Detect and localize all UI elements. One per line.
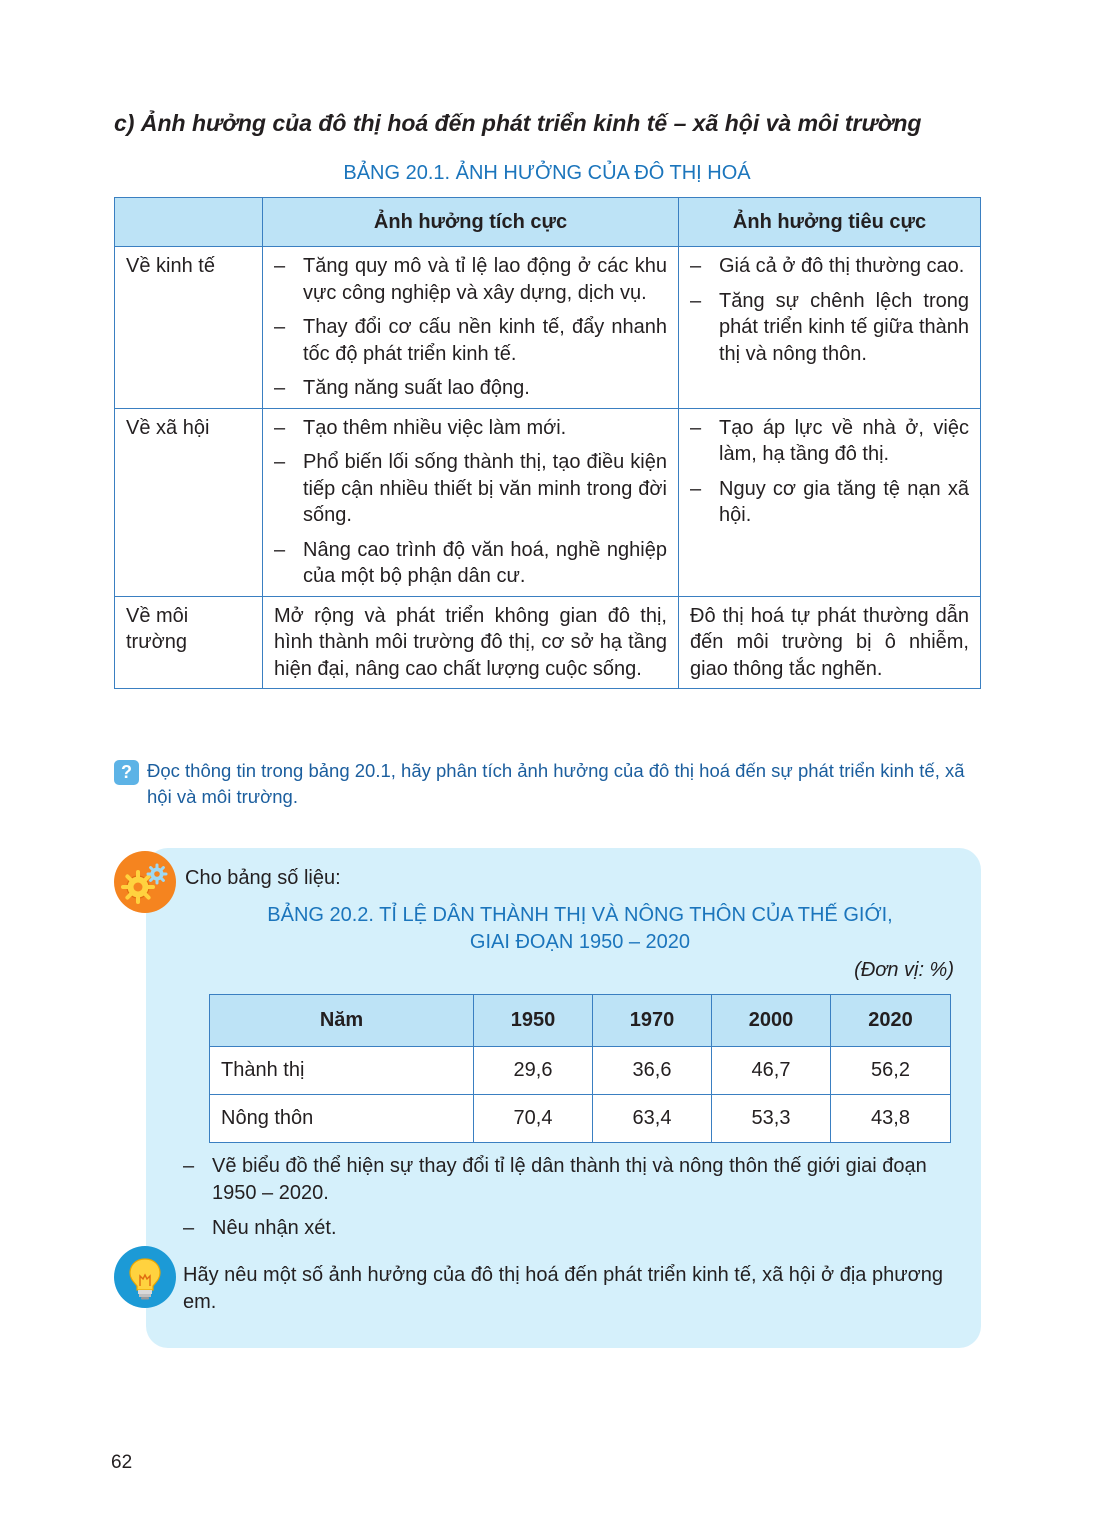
row-label-economy: Về kinh tế — [115, 247, 263, 409]
list-item: – Vẽ biểu đồ thể hiện sự thay đổi tỉ lệ dân thành thị và nông thôn thế giới giai đoạn 1950 – 2020. — [183, 1153, 958, 1207]
environment-positive: Mở rộng và phát triển không gian đô thị, hình thành môi trường đô thị, cơ sở hạ tầng hiện đại, nâng cao chất lượng cuộc sống. — [263, 596, 679, 689]
list-item: – Tăng sự chênh lệch trong phát triển kinh tế giữa thành thị và nông thôn. — [690, 288, 969, 368]
table-row — [115, 408, 981, 596]
table-cell: 46,7 — [712, 1047, 831, 1095]
lightbulb-icon — [114, 1246, 176, 1308]
section-title: c) Ảnh hưởng của đô thị hoá đến phát triển kinh tế – xã hội và môi trường — [114, 110, 922, 136]
apply-text: Hãy nêu một số ảnh hưởng của đô thị hoá đến phát triển kinh tế, xã hội ở địa phương em. — [183, 1264, 943, 1313]
list-item: – Tạo áp lực về nhà ở, việc làm, hạ tầng đô thị. — [690, 415, 969, 468]
unit-label: (Đơn vị: %) — [854, 959, 954, 981]
table-header-row — [210, 995, 951, 1047]
table-cell: 53,3 — [712, 1095, 831, 1143]
table-cell: 36,6 — [593, 1047, 712, 1095]
list-item: – Tăng năng suất lao động. — [274, 375, 667, 402]
page-number: 62 — [111, 1452, 133, 1473]
table-20-2-title-line2: GIAI ĐOẠN 1950 – 2020 — [469, 931, 691, 953]
question-block — [114, 758, 984, 810]
list-item: – Tạo thêm nhiều việc làm mới. — [274, 415, 667, 442]
environment-negative: Đô thị hoá tự phát thường dẫn đến môi trường bị ô nhiễm, giao thông tắc nghẽn. — [679, 596, 981, 689]
header-negative: Ảnh hưởng tiêu cực — [679, 198, 981, 247]
header-2000: 2000 — [712, 995, 831, 1047]
question-text: Đọc thông tin trong bảng 20.1, hãy phân tích ảnh hưởng của đô thị hoá đến sự phát triển kinh tế, xã hội và môi trường. — [147, 760, 965, 807]
header-2020: 2020 — [831, 995, 951, 1047]
list-item: – Giá cả ở đô thị thường cao. — [690, 253, 969, 280]
table-cell: 56,2 — [831, 1047, 951, 1095]
header-year: Năm — [210, 995, 474, 1047]
urban-rural-ratio-table — [209, 994, 951, 1143]
row-label-environment: Về môi trường — [115, 596, 263, 689]
row-label-society: Về xã hội — [115, 408, 263, 596]
list-item: – Nguy cơ gia tăng tệ nạn xã hội. — [690, 476, 969, 529]
society-positive — [263, 408, 679, 596]
table-cell: 43,8 — [831, 1095, 951, 1143]
table-row — [115, 596, 981, 689]
gears-icon — [114, 851, 176, 913]
table-header-row — [115, 198, 981, 247]
header-empty — [115, 198, 263, 247]
row-label-rural: Nông thôn — [210, 1095, 474, 1143]
header-1970: 1970 — [593, 995, 712, 1047]
list-item: – Nêu nhận xét. — [183, 1215, 958, 1242]
urbanization-effects-table — [114, 197, 981, 689]
practice-tasks — [183, 1153, 958, 1250]
given-data-intro: Cho bảng số liệu: — [185, 867, 341, 889]
society-negative — [679, 408, 981, 596]
table-cell: 63,4 — [593, 1095, 712, 1143]
economy-positive — [263, 247, 679, 409]
header-1950: 1950 — [474, 995, 593, 1047]
list-item: – Thay đổi cơ cấu nền kinh tế, đẩy nhanh tốc độ phát triển kinh tế. — [274, 314, 667, 367]
table-row — [210, 1095, 951, 1143]
table-20-2-title-line1: BẢNG 20.2. TỈ LỆ DÂN THÀNH THỊ VÀ NÔNG THÔN CỦA THẾ GIỚI, — [267, 904, 893, 926]
list-item: – Phổ biến lối sống thành thị, tạo điều kiện tiếp cận nhiều thiết bị văn minh trong đời sống. — [274, 449, 667, 529]
table-cell: 70,4 — [474, 1095, 593, 1143]
table-row — [210, 1047, 951, 1095]
list-item: – Nâng cao trình độ văn hoá, nghề nghiệp của một bộ phận dân cư. — [274, 537, 667, 590]
table-20-2-title — [210, 902, 950, 956]
question-icon: ? — [114, 760, 139, 785]
list-item: – Tăng quy mô và tỉ lệ lao động ở các khu vực công nghiệp và xây dựng, dịch vụ. — [274, 253, 667, 306]
header-positive: Ảnh hưởng tích cực — [263, 198, 679, 247]
table-row — [115, 247, 981, 409]
table-20-1-title: BẢNG 20.1. ẢNH HƯỞNG CỦA ĐÔ THỊ HOÁ — [343, 162, 751, 184]
table-cell: 29,6 — [474, 1047, 593, 1095]
economy-negative — [679, 247, 981, 409]
row-label-urban: Thành thị — [210, 1047, 474, 1095]
